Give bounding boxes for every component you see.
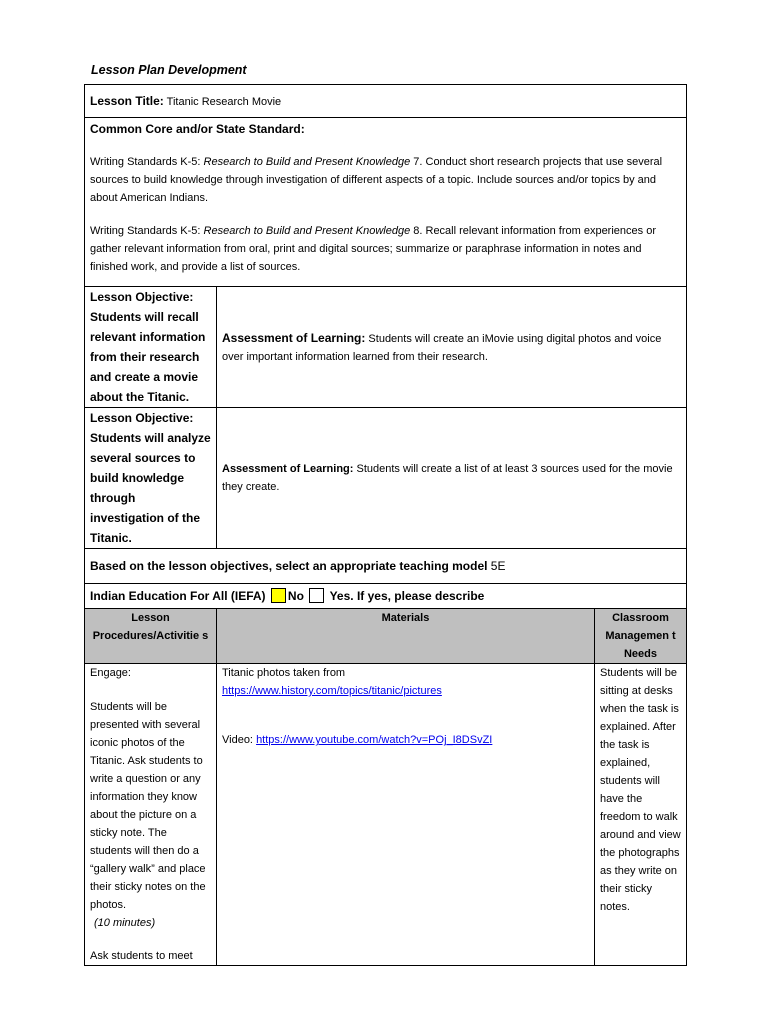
iefa-yes-checkbox[interactable] [309,588,324,603]
iefa-yes-label: Yes. If yes, please describe [329,589,485,603]
standard-number: 8. [410,225,423,237]
objective-label: Lesson Objective: [90,290,194,304]
video-link[interactable]: https://www.youtube.com/watch?v=POj_I8DSvZI [256,734,493,747]
assessment-label: Assessment of Learning: [222,463,354,475]
document-title: Lesson Plan Development [91,63,247,77]
lesson-plan-table [84,84,687,966]
standard-category: Research to Build and Present Knowledge [203,225,411,237]
iefa-label: Indian Education For All (IEFA) [90,589,266,603]
assessment-text: Students will create a list of at least 3 sources used for the movie they create. [222,463,673,493]
objective-label: Lesson Objective: [90,411,194,425]
standard-prefix: Writing Standards K-5: [90,156,204,168]
standards-row [85,118,687,287]
management-text: Students will be sitting at desks when the task is explained. After the task is explained, students will have the freedom to walk around and view the photographs as they write on their sticky notes. [595,664,687,966]
engage-label: Engage: [90,667,131,679]
video-label: Video: [222,734,257,747]
assessment-label: Assessment of Learning: [222,330,366,345]
lesson-title-value: Titanic Research Movie [166,95,282,108]
iefa-row [85,584,687,609]
assessment-text: Students will create an iMovie using digital photos and voice over important information learned from their research. [222,332,662,363]
teaching-model-value: 5E [487,559,506,573]
standard-prefix: Writing Standards K-5: [90,225,204,237]
engage-row [85,664,687,966]
standard-category: Research to Build and Present Knowledge [203,156,411,168]
objective-row [85,287,687,408]
standard-text: Recall relevant information from experiences or gather relevant information from oral, print and digital sources; summarize or paraphrase information in notes and finished work, and provide a list of sources. [90,225,656,273]
engage-body: Students will be presented with several iconic photos of the Titanic. Ask students to write a question or any information they know about the picture on a sticky note. The students will then do a “gallery walk” and place their sticky notes on the photos. [90,700,206,911]
standard-item [90,153,681,207]
engage-next: Ask students to meet [90,950,193,963]
standard-item [90,222,681,276]
teaching-model-text: Based on the lesson objectives, select an appropriate teaching model [90,559,488,573]
lesson-title-row [85,85,687,118]
engage-time: (10 minutes) [94,916,156,929]
photos-link[interactable]: https://www.history.com/topics/titanic/pictures [222,685,442,697]
header-materials: Materials [217,609,595,664]
lesson-title-label: Lesson Title: [90,93,164,108]
materials-photos-text: Titanic photos taken from [222,667,346,679]
header-procedures: Lesson Procedures/Activitie s [85,609,217,664]
standards-heading: Common Core and/or State Standard: [90,122,305,136]
objective-row [85,408,687,549]
standard-text: Conduct short research projects that use several sources to build knowledge through investigation of different aspects of a topic. Include sources and/or topics by and about American Indians. [90,156,663,204]
iefa-no-label: No [287,589,304,603]
objective-text: Students will analyze several sources to build knowledge through investigation of the Titanic. [90,431,211,545]
procedures-header-row [85,609,687,664]
standard-number: 7. [410,156,423,168]
header-management: Classroom Managemen t Needs [595,609,687,664]
teaching-model-row [85,549,687,584]
iefa-no-checkbox[interactable] [271,588,286,603]
objective-text: Students will recall relevant information from their research and create a movie about the Titanic. [90,310,206,404]
